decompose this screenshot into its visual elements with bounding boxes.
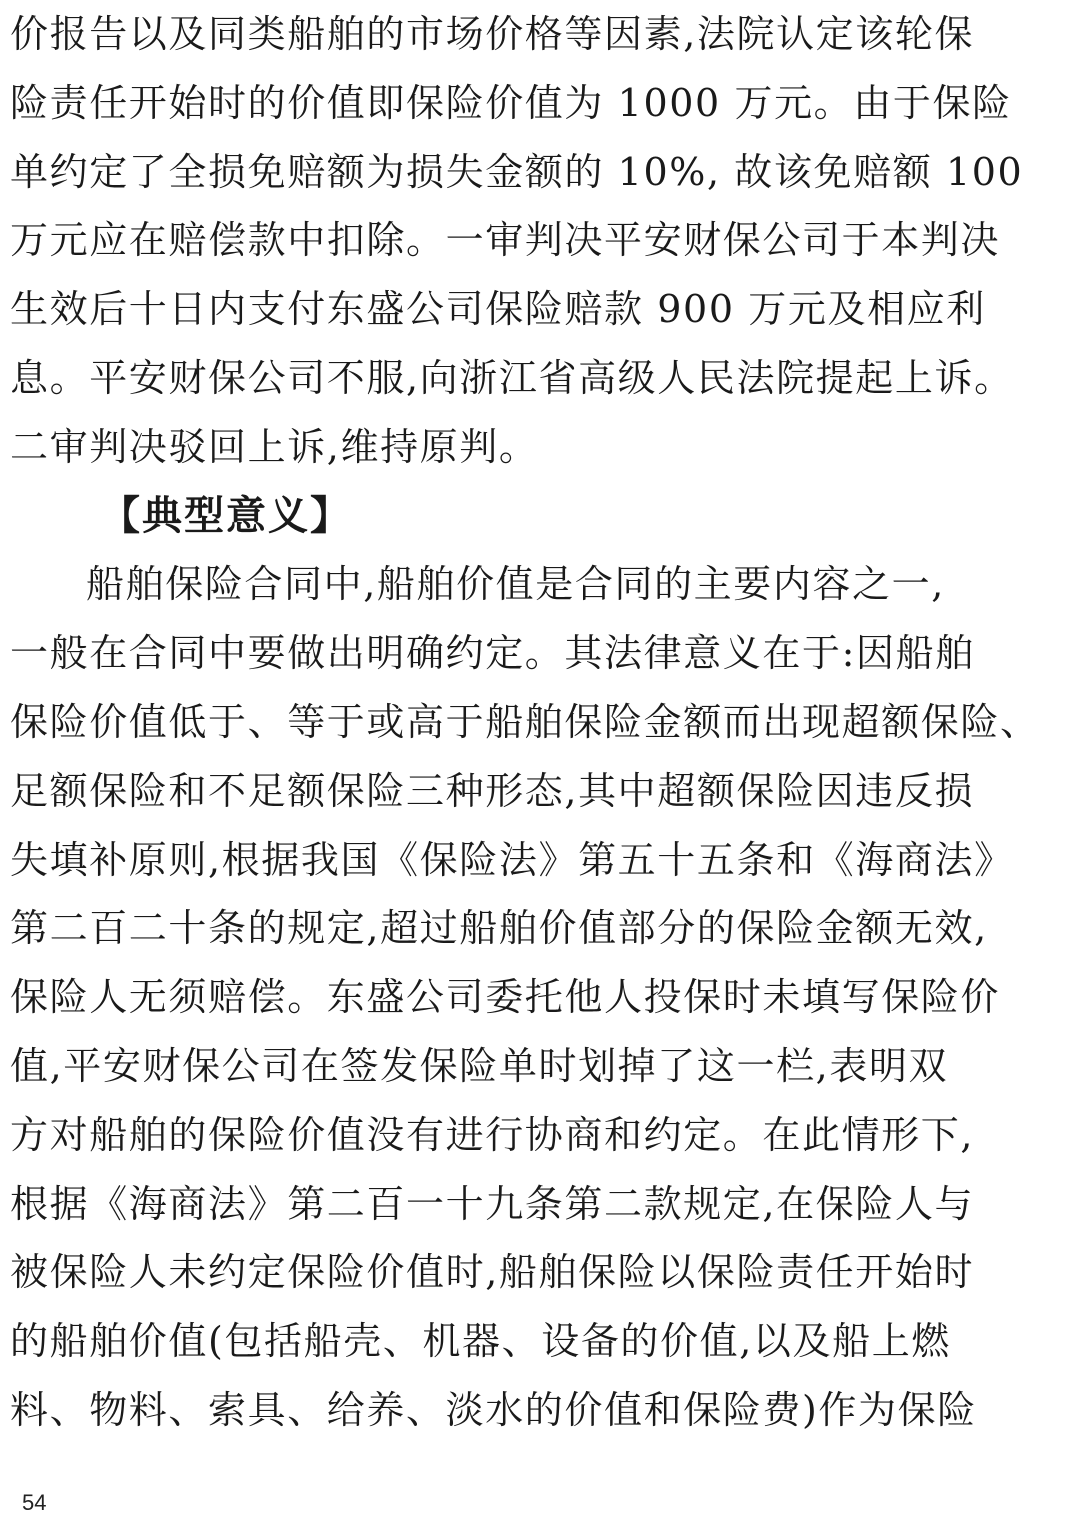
text-line: 保险人无须赔偿。东盛公司委托他人投保时未填写保险价 [10,975,1001,1020]
text-line: 船舶保险合同中,船舶价值是合同的主要内容之一, [86,562,945,607]
page-body [10,0,1050,1445]
text-line: 一般在合同中要做出明确约定。其法律意义在于:因船舶 [10,631,975,676]
text-line: 失填补原则,根据我国《保险法》第五十五条和《海商法》 [10,837,1014,882]
text-line: 险责任开始时的价值即保险价值为 1000 万元。由于保险 [10,80,1012,125]
paragraph-significance [10,550,1050,1444]
text-line: 万元应在赔偿款中扣除。一审判决平安财保公司于本判决 [10,218,1001,263]
text-line: 根据《海商法》第二百一十九条第二款规定,在保险人与 [10,1181,975,1226]
text-line: 保险价值低于、等于或高于船舶保险金额而出现超额保险、 [10,699,1040,744]
text-line: 值,平安财保公司在签发保险单时划掉了这一栏,表明双 [10,1043,949,1088]
text-line: 单约定了全损免赔额为损失金额的 10%, 故该免赔额 100 [10,149,1024,194]
paragraph-continued [10,0,1050,482]
text-line: 的船舶价值(包括船壳、机器、设备的价值,以及船上燃 [10,1319,951,1364]
text-line: 生效后十日内支付东盛公司保险赔款 900 万元及相应利 [10,287,986,332]
text-line: 足额保险和不足额保险三种形态,其中超额保险因违反损 [10,768,975,813]
text-line: 被保险人未约定保险价值时,船舶保险以保险责任开始时 [10,1250,975,1295]
section-heading: 【典型意义】 [100,492,352,539]
text-line: 方对船舶的保险价值没有进行协商和约定。在此情形下, [10,1112,975,1157]
text-line: 价报告以及同类船舶的市场价格等因素,法院认定该轮保 [10,12,975,56]
text-line: 第二百二十条的规定,超过船舶价值部分的保险金额无效, [10,906,988,951]
text-line: 料、物料、索具、给养、淡水的价值和保险费)作为保险 [10,1387,977,1432]
text-line: 息。平安财保公司不服,向浙江省高级人民法院提起上诉。 [10,355,1014,400]
page-number: 54 [22,1490,47,1515]
text-line: 二审判决驳回上诉,维持原判。 [10,424,539,469]
